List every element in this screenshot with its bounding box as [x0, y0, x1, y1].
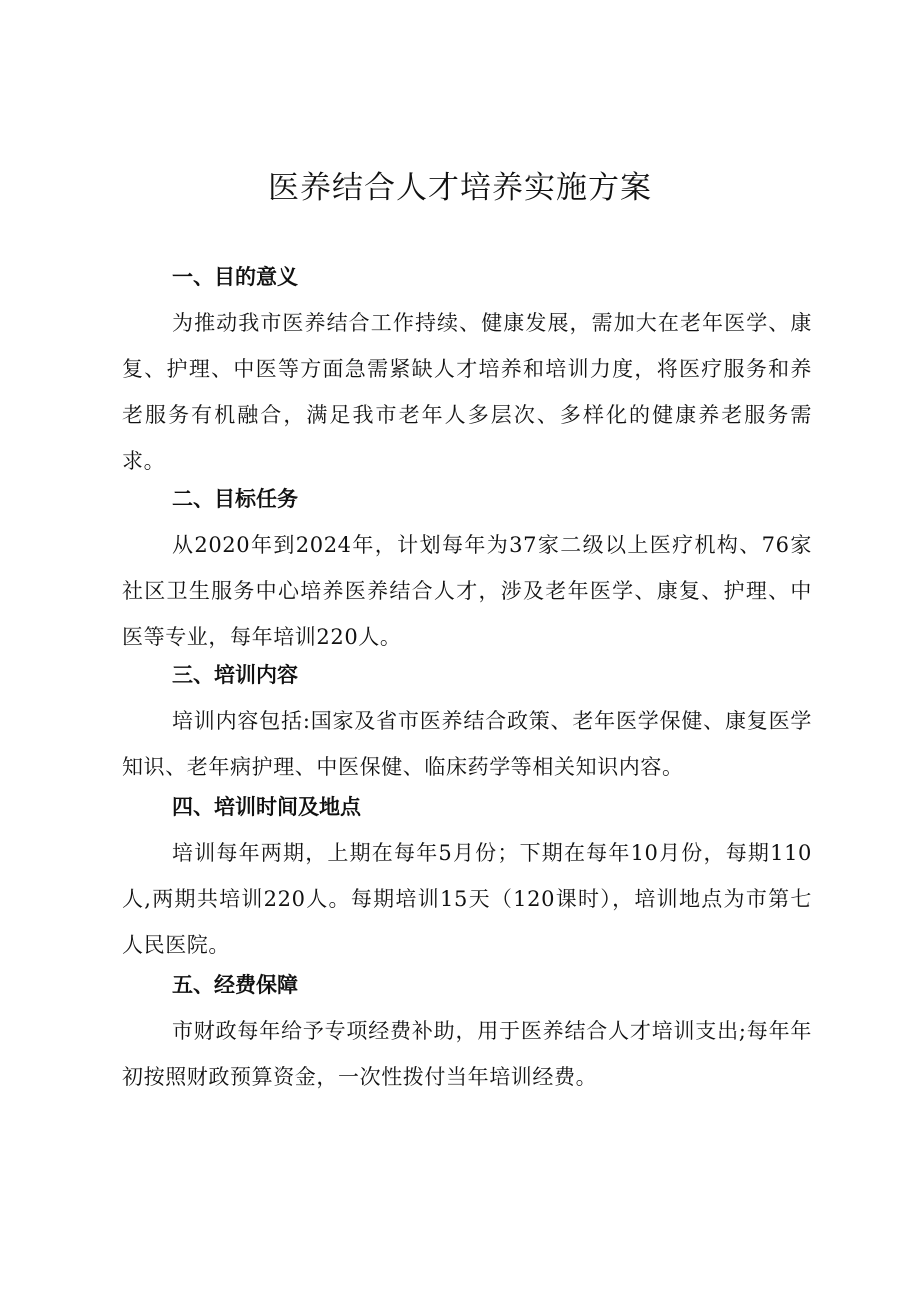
- section-training-content: [122, 660, 812, 790]
- section-time-and-location: [122, 792, 812, 968]
- section-heading: 五、经费保障: [172, 973, 298, 997]
- section-objectives: [122, 484, 812, 660]
- section-paragraph: 培训内容包括:国家及省市医养结合政策、老年医学保健、康复医学知识、老年病护理、中医保健、临床药学等相关知识内容。: [122, 709, 812, 779]
- section-heading: 三、培训内容: [172, 663, 298, 687]
- section-heading: 二、目标任务: [172, 487, 298, 511]
- section-funding: [122, 970, 812, 1100]
- section-purpose: [122, 262, 812, 484]
- section-paragraph: 为推动我市医养结合工作持续、健康发展，需加大在老年医学、康复、护理、中医等方面急需紧缺人才培养和培训力度，将医疗服务和养老服务有机融合，满足我市老年人多层次、多样化的健康养老服务需求。: [122, 311, 812, 473]
- section-heading: 四、培训时间及地点: [172, 795, 361, 819]
- section-paragraph: 从2020年到2024年，计划每年为37家二级以上医疗机构、76家社区卫生服务中心培养医养结合人才，涉及老年医学、康复、护理、中医等专业，每年培训220人。: [122, 533, 812, 649]
- section-paragraph: 培训每年两期，上期在每年5月份；下期在每年10月份，每期110人,两期共培训220人。每期培训15天（120课时），培训地点为市第七人民医院。: [122, 841, 812, 957]
- section-paragraph: 市财政每年给予专项经费补助，用于医养结合人才培训支出;每年年初按照财政预算资金，一次性拨付当年培训经费。: [122, 1019, 812, 1089]
- section-heading: 一、目的意义: [172, 265, 298, 289]
- document-title: 医养结合人才培养实施方案: [268, 170, 652, 206]
